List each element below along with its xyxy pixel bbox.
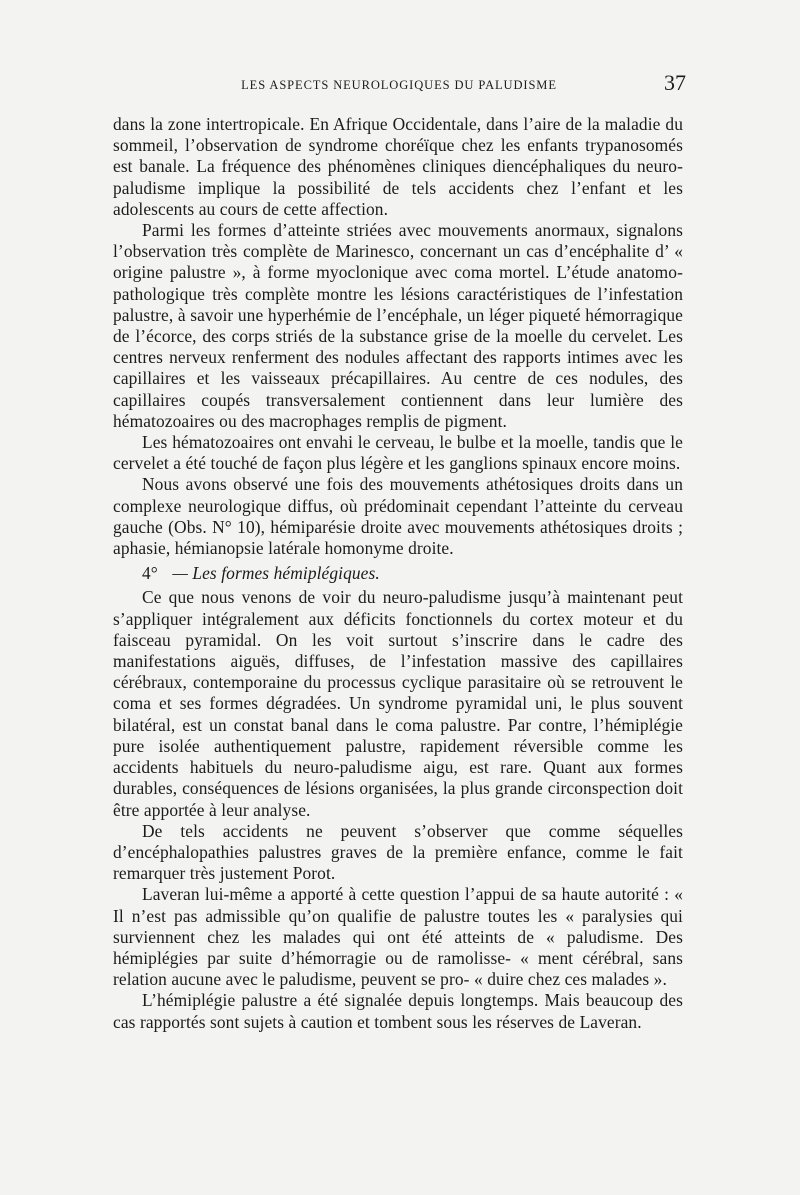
page-number: 37	[664, 70, 686, 95]
body-text	[113, 114, 683, 1033]
paragraph: Ce que nous venons de voir du neuro-paludisme jusqu’à maintenant peut s’appliquer intégralement aux déficits fonctionnels du cortex moteur et du faisceau pyramidal. On les voit surtout s’inscrire dans le cadre des manifestations aiguës, diffuses, de l’infestation massive des capillaires cérébraux, contemporaine du processus cyclique parasitaire où se retrouvent le coma et ses formes dégradées. Un syndrome pyramidal uni, le plus souvent bilatéral, est un constat banal dans le coma palustre. Par contre, l’hémiplégie pure isolée authentiquement palustre, rapidement réversible comme les accidents habituels du neuro-paludisme aigu, est rare. Quant aux formes durables, conséquences de lésions organisées, la plus grande circonspection doit être apportée à leur analyse.	[113, 587, 683, 820]
paragraph: L’hémiplégie palustre a été signalée depuis longtemps. Mais beaucoup des cas rapportés sont sujets à caution et tombent sous les réserves de Laveran.	[113, 990, 683, 1032]
section-title: — Les formes hémiplégiques.	[172, 563, 380, 584]
section-number: 4°	[142, 563, 158, 584]
paragraph: Parmi les formes d’atteinte striées avec mouvements anormaux, signalons l’observation très complète de Marinesco, concernant un cas d’encéphalite d’ « origine palustre », à forme myoclonique avec coma mortel. L’étude anatomo-pathologique très complète montre les lésions caractéristiques de l’infestation palustre, à savoir une hyperhémie de l’encéphale, un léger piqueté hémorragique de l’écorce, des corps striés de la substance grise de la moelle du cervelet. Les centres nerveux renferment des nodules affectant des rapports intimes avec les capillaires et les vaisseaux précapillaires. Au centre de ces nodules, des capillaires coupés transversalement contiennent dans leur lumière des hématozoaires ou des macrophages remplis de pigment.	[113, 220, 683, 431]
running-title: LES ASPECTS NEUROLOGIQUES DU PALUDISME	[241, 78, 557, 92]
paragraph: De tels accidents ne peuvent s’observer que comme séquelles d’encéphalopathies palustres graves de la première enfance, comme le fait remarquer très justement Porot.	[113, 820, 683, 884]
paragraph: dans la zone intertropicale. En Afrique Occidentale, dans l’aire de la maladie du sommeil, l’observation de syndrome choréïque chez les enfants trypanosomés est banale. La fréquence des phénomènes cliniques diencéphaliques du neuro-paludisme implique la possibilité de tels accidents chez l’enfant et les adolescents au cours de cette affection.	[113, 114, 683, 219]
paragraph: Les hématozoaires ont envahi le cerveau, le bulbe et la moelle, tandis que le cervelet a été touché de façon plus légère et les ganglions spinaux encore moins.	[113, 432, 683, 474]
section-heading	[113, 563, 683, 584]
paragraph: Nous avons observé une fois des mouvements athétosiques droits dans un complexe neurologique diffus, où prédominait cependant l’atteinte du cerveau gauche (Obs. N° 10), hémiparésie droite avec mouvements athétosiques droits ; aphasie, hémianopsie latérale homonyme droite.	[113, 474, 683, 559]
paragraph: Laveran lui-même a apporté à cette question l’appui de sa haute autorité : « Il n’est pas admissible qu’on qualifie de palustre toutes les « paralysies qui surviennent chez les malades qui ont été atteints de « paludisme. Des hémiplégies par suite d’hémorragie ou de ramolisse- « ment cérébral, sans relation aucune avec le paludisme, peuvent se pro- « duire chez ces malades ».	[113, 884, 683, 990]
